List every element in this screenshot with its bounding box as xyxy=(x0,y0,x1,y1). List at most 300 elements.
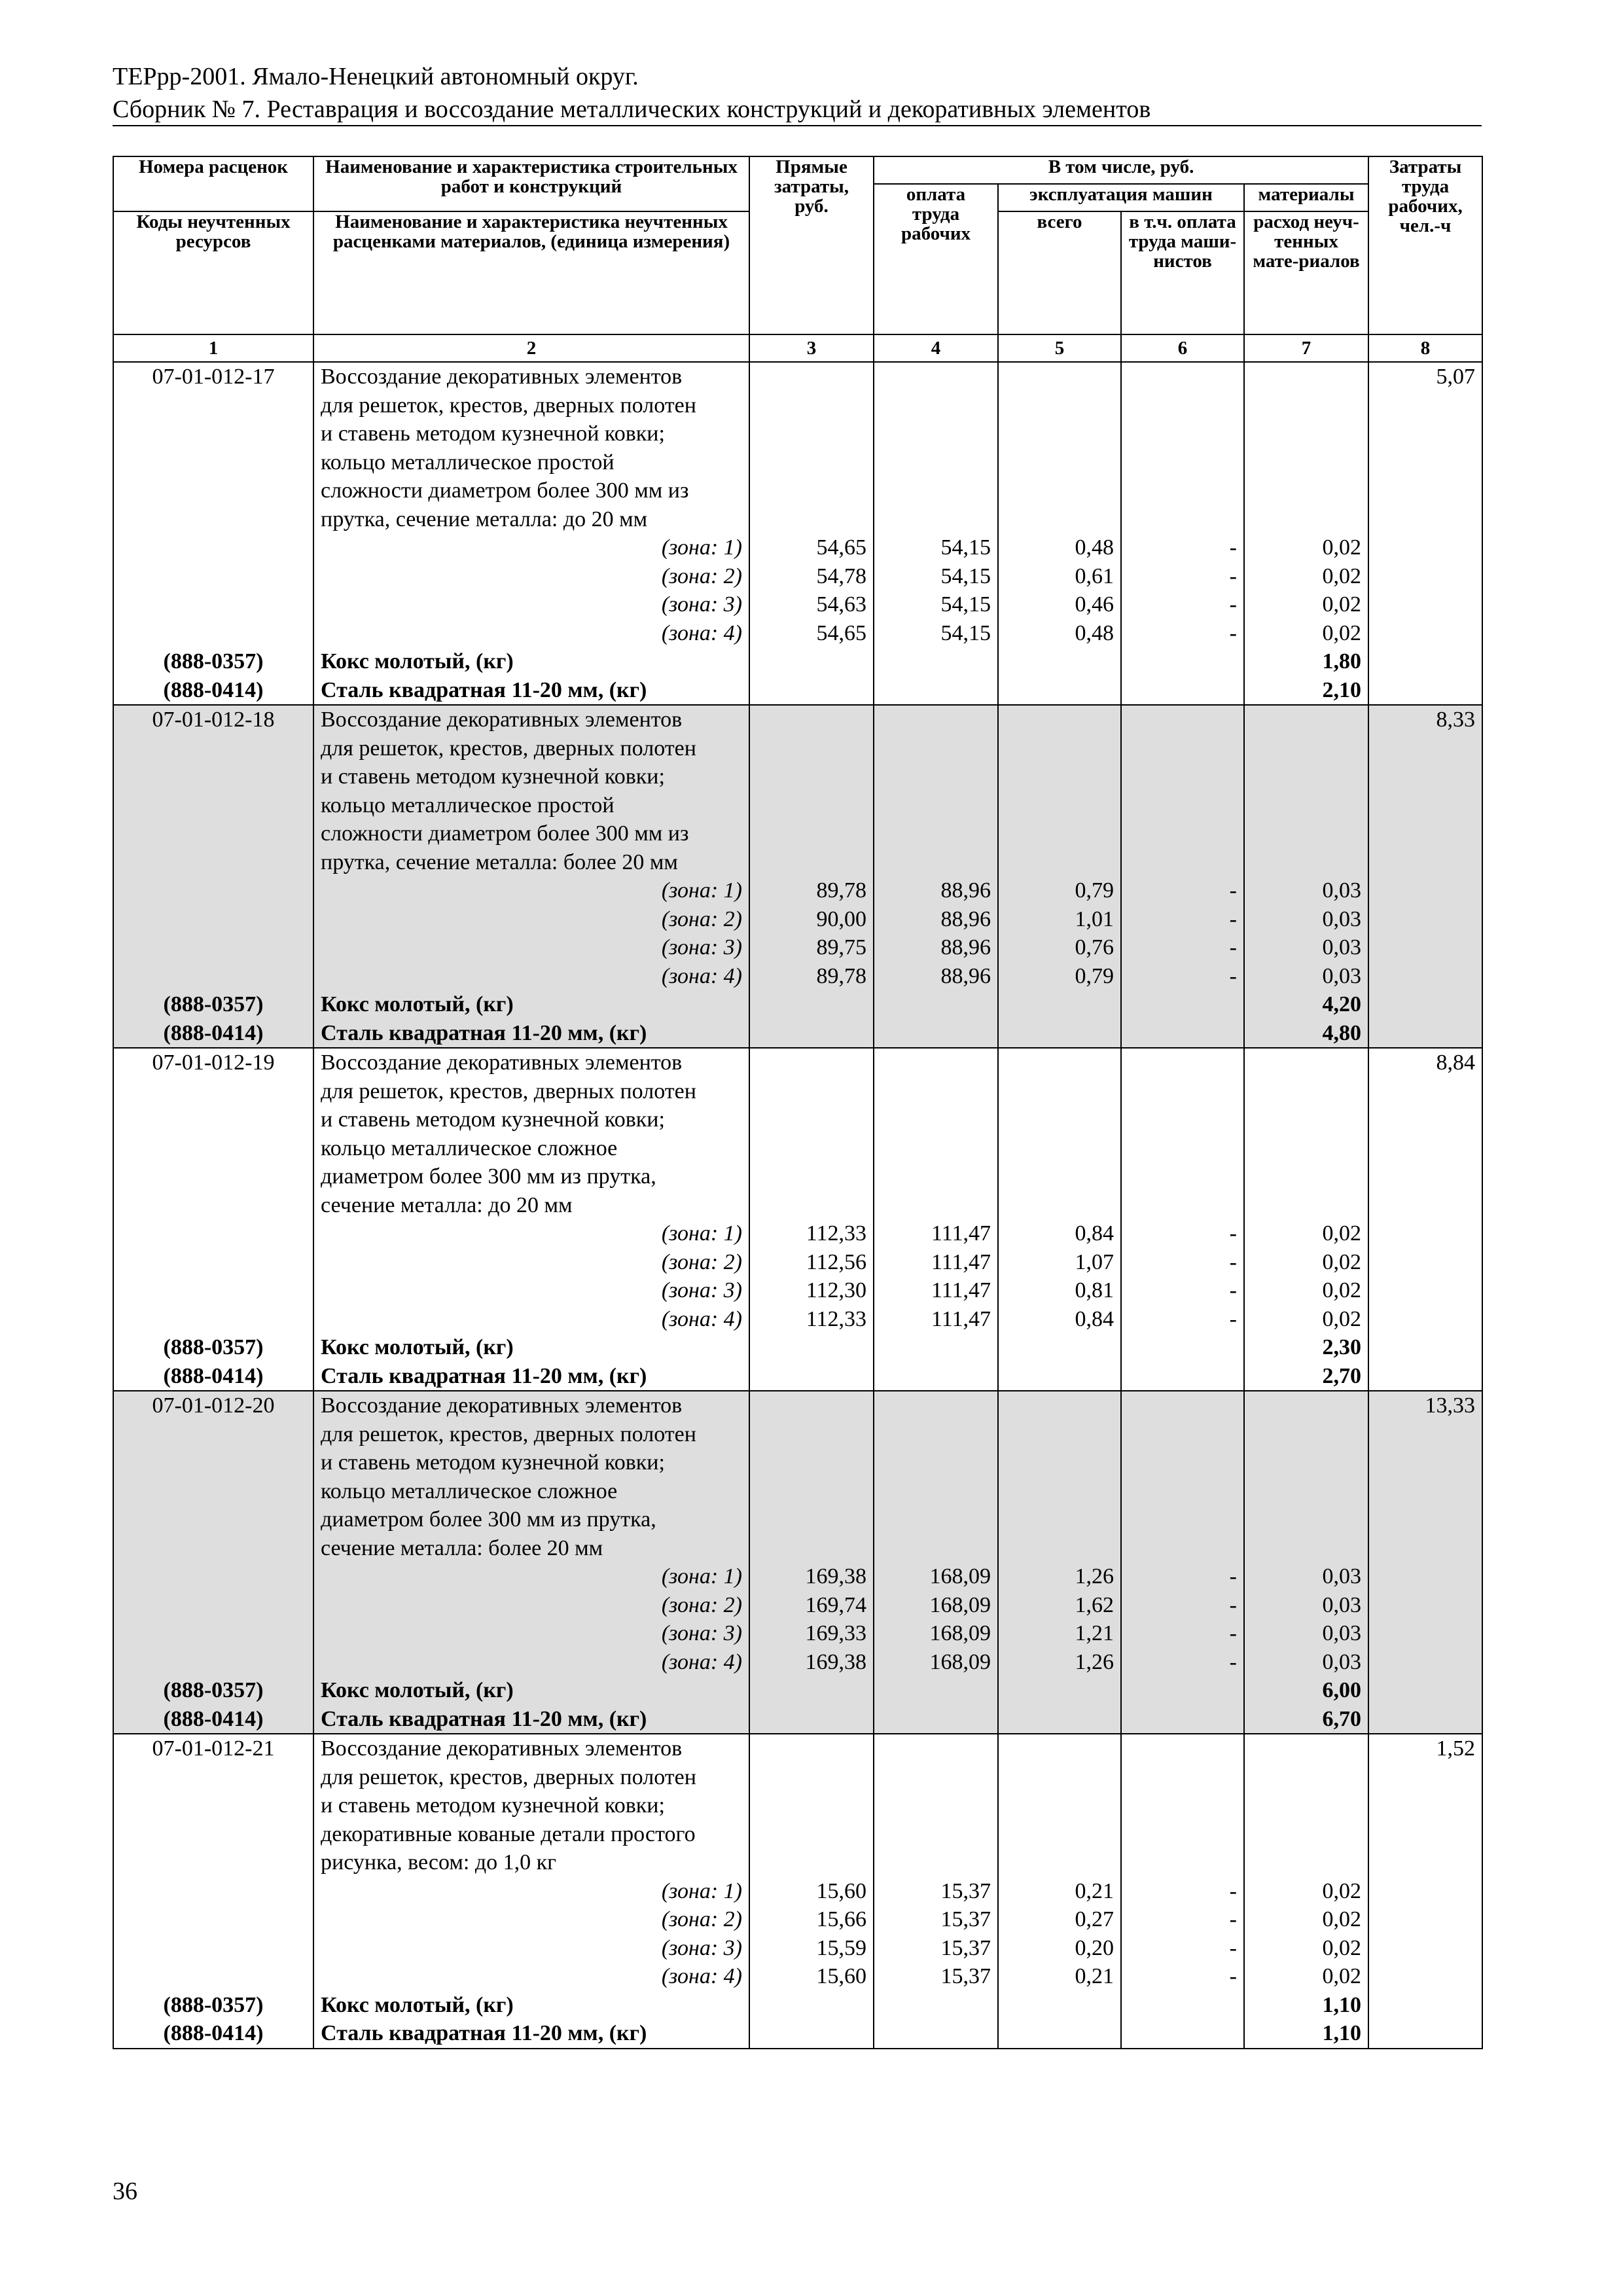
workers-pay: 111,47 xyxy=(874,1305,998,1334)
workers-pay: 111,47 xyxy=(874,1276,998,1305)
empty-cell xyxy=(874,705,998,876)
direct-cost: 90,00 xyxy=(749,905,874,934)
empty-cell xyxy=(113,905,313,934)
zone-row xyxy=(113,1648,1482,1677)
rate-header-row xyxy=(113,1734,1482,1877)
materials-header: материалы xyxy=(1244,184,1368,211)
description-line: и ставень методом кузнечной ковки; xyxy=(321,1793,665,1818)
description-line: Воссоздание декоративных элементов xyxy=(321,1736,683,1761)
machinists-pay: - xyxy=(1121,1591,1244,1620)
zone-row xyxy=(113,1962,1482,1991)
machinists-pay: - xyxy=(1121,962,1244,991)
empty-cell xyxy=(874,990,998,1019)
empty-cell xyxy=(1368,1962,1482,1991)
resource-code: (888-0414) xyxy=(113,1019,313,1049)
materials-cost: 0,02 xyxy=(1244,1248,1368,1277)
empty-cell xyxy=(1368,876,1482,905)
description-line: сечение металла: до 20 мм xyxy=(321,1193,573,1217)
materials-cost: 0,03 xyxy=(1244,1591,1368,1620)
resource-name: Кокс молотый, (кг) xyxy=(313,647,749,676)
rate-description xyxy=(313,1734,749,1877)
col-number: 4 xyxy=(874,334,998,362)
empty-cell xyxy=(749,676,874,706)
document-title: ТЕРрр-2001. Ямало-Ненецкий автономный округ. xyxy=(113,63,639,90)
empty-cell xyxy=(874,1705,998,1734)
empty-cell xyxy=(874,1991,998,2020)
zone-row xyxy=(113,1877,1482,1906)
incl-header: В том числе, руб. xyxy=(874,156,1368,184)
page-number: 36 xyxy=(113,2178,137,2205)
zone-row xyxy=(113,1905,1482,1934)
empty-cell xyxy=(113,1934,313,1963)
direct-cost: 169,74 xyxy=(749,1591,874,1620)
zone-row xyxy=(113,1562,1482,1591)
empty-cell xyxy=(1368,562,1482,591)
col-number: 3 xyxy=(749,334,874,362)
zone-row xyxy=(113,1591,1482,1620)
empty-cell xyxy=(749,1676,874,1705)
direct-cost: 112,56 xyxy=(749,1248,874,1277)
description-line: кольцо металлическое сложное xyxy=(321,1136,618,1160)
machines-total: 0,21 xyxy=(998,1962,1121,1991)
rate-description xyxy=(313,1391,749,1562)
resource-quantity: 6,00 xyxy=(1244,1676,1368,1705)
workers-pay: 168,09 xyxy=(874,1591,998,1620)
empty-cell xyxy=(874,1048,998,1219)
col4-header: оплата труда рабочих xyxy=(874,184,998,334)
col5-header: всего xyxy=(998,211,1121,334)
rate-header-row xyxy=(113,1391,1482,1562)
machines-total: 1,26 xyxy=(998,1562,1121,1591)
description-line: Воссоздание декоративных элементов xyxy=(321,708,683,732)
empty-cell xyxy=(998,647,1121,676)
empty-cell xyxy=(1368,1991,1482,2020)
workers-pay: 54,15 xyxy=(874,533,998,562)
zone-label: (зона: 1) xyxy=(313,1562,749,1591)
labor-hours: 8,84 xyxy=(1368,1048,1482,1219)
empty-cell xyxy=(749,1333,874,1362)
zone-label: (зона: 4) xyxy=(313,1962,749,1991)
col-number: 8 xyxy=(1368,334,1482,362)
machines-header: эксплуатация машин xyxy=(998,184,1244,211)
zone-label: (зона: 3) xyxy=(313,1934,749,1963)
empty-cell xyxy=(1368,1934,1482,1963)
col-number: 1 xyxy=(113,334,313,362)
zone-row xyxy=(113,1934,1482,1963)
empty-cell xyxy=(1368,1619,1482,1648)
empty-cell xyxy=(1368,1905,1482,1934)
zone-row xyxy=(113,1219,1482,1248)
empty-cell xyxy=(1368,2019,1482,2049)
machines-total: 1,26 xyxy=(998,1648,1121,1677)
empty-cell xyxy=(874,1676,998,1705)
machinists-pay: - xyxy=(1121,1905,1244,1934)
direct-cost: 15,60 xyxy=(749,1962,874,1991)
empty-cell xyxy=(113,1591,313,1620)
resource-code: (888-0357) xyxy=(113,1333,313,1362)
empty-cell xyxy=(1244,1391,1368,1562)
empty-cell xyxy=(1368,1019,1482,1049)
description-line: прутка, сечение металла: до 20 мм xyxy=(321,507,648,531)
workers-pay: 54,15 xyxy=(874,562,998,591)
empty-cell xyxy=(1368,1648,1482,1677)
empty-cell xyxy=(874,676,998,706)
workers-pay: 15,37 xyxy=(874,1877,998,1906)
resource-name: Сталь квадратная 11-20 мм, (кг) xyxy=(313,676,749,706)
materials-cost: 0,03 xyxy=(1244,1619,1368,1648)
zone-label: (зона: 1) xyxy=(313,533,749,562)
description-line: сложности диаметром более 300 мм из xyxy=(321,821,689,846)
empty-cell xyxy=(1368,1333,1482,1362)
empty-cell xyxy=(1368,1591,1482,1620)
description-line: Воссоздание декоративных элементов xyxy=(321,365,683,389)
description-line: для решеток, крестов, дверных полотен xyxy=(321,1765,696,1789)
machinists-pay: - xyxy=(1121,1276,1244,1305)
workers-pay: 88,96 xyxy=(874,962,998,991)
rate-header-row xyxy=(113,705,1482,876)
zone-label: (зона: 1) xyxy=(313,876,749,905)
empty-cell xyxy=(1121,1705,1244,1734)
resource-name: Сталь квадратная 11-20 мм, (кг) xyxy=(313,1362,749,1391)
resource-row xyxy=(113,1676,1482,1705)
resource-row xyxy=(113,676,1482,706)
resource-name: Кокс молотый, (кг) xyxy=(313,990,749,1019)
empty-cell xyxy=(1368,962,1482,991)
description-line: и ставень методом кузнечной ковки; xyxy=(321,1450,665,1475)
empty-cell xyxy=(1121,1362,1244,1391)
empty-cell xyxy=(1244,1048,1368,1219)
empty-cell xyxy=(1368,1705,1482,1734)
machinists-pay: - xyxy=(1121,562,1244,591)
empty-cell xyxy=(1244,1734,1368,1877)
zone-row xyxy=(113,1619,1482,1648)
empty-cell xyxy=(874,2019,998,2049)
machines-total: 0,20 xyxy=(998,1934,1121,1963)
zone-label: (зона: 3) xyxy=(313,1619,749,1648)
workers-pay: 88,96 xyxy=(874,933,998,962)
machinists-pay: - xyxy=(1121,1219,1244,1248)
machines-total: 0,48 xyxy=(998,533,1121,562)
empty-cell xyxy=(113,1219,313,1248)
empty-cell xyxy=(998,1048,1121,1219)
empty-cell xyxy=(749,1705,874,1734)
resource-name: Сталь квадратная 11-20 мм, (кг) xyxy=(313,2019,749,2049)
labor-hours: 8,33 xyxy=(1368,705,1482,876)
rate-description xyxy=(313,705,749,876)
workers-pay: 88,96 xyxy=(874,905,998,934)
resource-row xyxy=(113,1991,1482,2020)
machinists-pay: - xyxy=(1121,1248,1244,1277)
empty-cell xyxy=(113,1276,313,1305)
resource-quantity: 1,10 xyxy=(1244,2019,1368,2049)
resource-code: (888-0414) xyxy=(113,1362,313,1391)
empty-cell xyxy=(113,619,313,648)
machines-total: 0,61 xyxy=(998,562,1121,591)
empty-cell xyxy=(113,1305,313,1334)
resource-name: Сталь квадратная 11-20 мм, (кг) xyxy=(313,1705,749,1734)
empty-cell xyxy=(1368,533,1482,562)
empty-cell xyxy=(1121,705,1244,876)
materials-cost: 0,02 xyxy=(1244,533,1368,562)
empty-cell xyxy=(874,1734,998,1877)
zone-label: (зона: 4) xyxy=(313,962,749,991)
direct-cost: 169,33 xyxy=(749,1619,874,1648)
resource-quantity: 2,70 xyxy=(1244,1362,1368,1391)
zone-label: (зона: 2) xyxy=(313,905,749,934)
empty-cell xyxy=(1368,1676,1482,1705)
materials-cost: 0,02 xyxy=(1244,1934,1368,1963)
description-line: и ставень методом кузнечной ковки; xyxy=(321,422,665,446)
resource-row xyxy=(113,990,1482,1019)
resource-quantity: 2,10 xyxy=(1244,676,1368,706)
workers-pay: 111,47 xyxy=(874,1219,998,1248)
empty-cell xyxy=(113,1905,313,1934)
zone-row xyxy=(113,876,1482,905)
direct-cost: 112,33 xyxy=(749,1219,874,1248)
empty-cell xyxy=(1121,1991,1244,2020)
col2-bottom-header: Наименование и характеристика неучтенных расценками материалов, (единица измерения) xyxy=(313,211,749,334)
table-body xyxy=(113,362,1482,2049)
empty-cell xyxy=(874,1391,998,1562)
empty-cell xyxy=(749,2019,874,2049)
rate-description xyxy=(313,362,749,533)
description-line: для решеток, крестов, дверных полотен xyxy=(321,1422,696,1446)
col7-header: расход неуч-тенных мате-риалов xyxy=(1244,211,1368,334)
resource-name: Кокс молотый, (кг) xyxy=(313,1676,749,1705)
empty-cell xyxy=(749,362,874,533)
empty-cell xyxy=(1244,705,1368,876)
resource-row xyxy=(113,1333,1482,1362)
workers-pay: 168,09 xyxy=(874,1562,998,1591)
materials-cost: 0,03 xyxy=(1244,962,1368,991)
zone-label: (зона: 4) xyxy=(313,1648,749,1677)
description-line: сечение металла: более 20 мм xyxy=(321,1535,603,1560)
col1-top-header: Номера расценок xyxy=(113,156,313,211)
empty-cell xyxy=(749,1991,874,2020)
zone-row xyxy=(113,619,1482,648)
labor-hours: 5,07 xyxy=(1368,362,1482,533)
zone-label: (зона: 4) xyxy=(313,1305,749,1334)
materials-cost: 0,03 xyxy=(1244,1648,1368,1677)
empty-cell xyxy=(874,1333,998,1362)
empty-cell xyxy=(998,1676,1121,1705)
materials-cost: 0,02 xyxy=(1244,1219,1368,1248)
empty-cell xyxy=(1121,1676,1244,1705)
resource-code: (888-0357) xyxy=(113,990,313,1019)
resource-code: (888-0357) xyxy=(113,647,313,676)
resource-name: Кокс молотый, (кг) xyxy=(313,1991,749,2020)
empty-cell xyxy=(998,362,1121,533)
empty-cell xyxy=(998,990,1121,1019)
machinists-pay: - xyxy=(1121,933,1244,962)
rate-code: 07-01-012-20 xyxy=(113,1391,313,1562)
rate-code: 07-01-012-17 xyxy=(113,362,313,533)
empty-cell xyxy=(998,1333,1121,1362)
header-rule xyxy=(113,125,1482,126)
resource-quantity: 1,80 xyxy=(1244,647,1368,676)
workers-pay: 54,15 xyxy=(874,619,998,648)
materials-cost: 0,02 xyxy=(1244,1962,1368,1991)
workers-pay: 88,96 xyxy=(874,876,998,905)
empty-cell xyxy=(1121,990,1244,1019)
direct-cost: 112,33 xyxy=(749,1305,874,1334)
resource-quantity: 2,30 xyxy=(1244,1333,1368,1362)
empty-cell xyxy=(113,1877,313,1906)
description-line: декоративные кованые детали простого xyxy=(321,1821,696,1846)
direct-cost: 54,63 xyxy=(749,590,874,619)
zone-label: (зона: 1) xyxy=(313,1219,749,1248)
empty-cell xyxy=(1368,1276,1482,1305)
zone-row xyxy=(113,533,1482,562)
empty-cell xyxy=(1121,1734,1244,1877)
empty-cell xyxy=(1368,1877,1482,1906)
empty-cell xyxy=(1368,676,1482,706)
materials-cost: 0,02 xyxy=(1244,1276,1368,1305)
machines-total: 0,81 xyxy=(998,1276,1121,1305)
materials-cost: 0,02 xyxy=(1244,1905,1368,1934)
workers-pay: 168,09 xyxy=(874,1619,998,1648)
empty-cell xyxy=(749,705,874,876)
zone-row xyxy=(113,962,1482,991)
resource-code: (888-0414) xyxy=(113,2019,313,2049)
empty-cell xyxy=(113,1648,313,1677)
empty-cell xyxy=(1368,647,1482,676)
rate-description xyxy=(313,1048,749,1219)
col8-header: Затраты труда рабочих, чел.-ч xyxy=(1368,156,1482,334)
col-number: 2 xyxy=(313,334,749,362)
workers-pay: 15,37 xyxy=(874,1905,998,1934)
machines-total: 1,62 xyxy=(998,1591,1121,1620)
empty-cell xyxy=(113,1962,313,1991)
direct-cost: 15,60 xyxy=(749,1877,874,1906)
machines-total: 1,01 xyxy=(998,905,1121,934)
empty-cell xyxy=(1121,676,1244,706)
materials-cost: 0,02 xyxy=(1244,590,1368,619)
workers-pay: 54,15 xyxy=(874,590,998,619)
workers-pay: 15,37 xyxy=(874,1934,998,1963)
machines-total: 0,46 xyxy=(998,590,1121,619)
empty-cell xyxy=(113,1562,313,1591)
workers-pay: 168,09 xyxy=(874,1648,998,1677)
empty-cell xyxy=(998,1019,1121,1049)
empty-cell xyxy=(1121,362,1244,533)
description-line: кольцо металлическое простой xyxy=(321,450,615,475)
description-line: для решеток, крестов, дверных полотен xyxy=(321,1079,696,1103)
resource-name: Сталь квадратная 11-20 мм, (кг) xyxy=(313,1019,749,1049)
zone-row xyxy=(113,1276,1482,1305)
machines-total: 1,07 xyxy=(998,1248,1121,1277)
materials-cost: 0,03 xyxy=(1244,1562,1368,1591)
description-line: Воссоздание декоративных элементов xyxy=(321,1050,683,1075)
resource-name: Кокс молотый, (кг) xyxy=(313,1333,749,1362)
empty-cell xyxy=(1368,1362,1482,1391)
empty-cell xyxy=(1368,1562,1482,1591)
resource-quantity: 6,70 xyxy=(1244,1705,1368,1734)
description-line: для решеток, крестов, дверных полотен xyxy=(321,393,696,418)
direct-cost: 54,78 xyxy=(749,562,874,591)
rate-code: 07-01-012-21 xyxy=(113,1734,313,1877)
empty-cell xyxy=(749,647,874,676)
rate-code: 07-01-012-19 xyxy=(113,1048,313,1219)
empty-cell xyxy=(998,2019,1121,2049)
materials-cost: 0,02 xyxy=(1244,1877,1368,1906)
machinists-pay: - xyxy=(1121,1619,1244,1648)
rates-table xyxy=(113,156,1483,2049)
empty-cell xyxy=(113,1248,313,1277)
col-number: 5 xyxy=(998,334,1121,362)
zone-label: (зона: 2) xyxy=(313,1591,749,1620)
col-number: 6 xyxy=(1121,334,1244,362)
materials-cost: 0,03 xyxy=(1244,905,1368,934)
empty-cell xyxy=(998,1734,1121,1877)
document-subtitle: Сборник № 7. Реставрация и воссоздание металлических конструкций и декоративных элементов xyxy=(113,96,1151,123)
empty-cell xyxy=(998,676,1121,706)
direct-cost: 169,38 xyxy=(749,1562,874,1591)
machines-total: 1,21 xyxy=(998,1619,1121,1648)
description-line: диаметром более 300 мм из прутка, xyxy=(321,1164,656,1189)
empty-cell xyxy=(998,1705,1121,1734)
machines-total: 0,76 xyxy=(998,933,1121,962)
resource-code: (888-0357) xyxy=(113,1676,313,1705)
machinists-pay: - xyxy=(1121,1562,1244,1591)
empty-cell xyxy=(113,933,313,962)
labor-hours: 13,33 xyxy=(1368,1391,1482,1562)
zone-label: (зона: 3) xyxy=(313,933,749,962)
direct-cost: 89,78 xyxy=(749,876,874,905)
empty-cell xyxy=(1368,990,1482,1019)
machinists-pay: - xyxy=(1121,590,1244,619)
empty-cell xyxy=(1244,362,1368,533)
zone-row xyxy=(113,590,1482,619)
zone-label: (зона: 2) xyxy=(313,1248,749,1277)
description-line: рисунка, весом: до 1,0 кг xyxy=(321,1850,557,1874)
machinists-pay: - xyxy=(1121,876,1244,905)
empty-cell xyxy=(113,590,313,619)
resource-quantity: 1,10 xyxy=(1244,1991,1368,2020)
zone-label: (зона: 1) xyxy=(313,1877,749,1906)
empty-cell xyxy=(1121,1333,1244,1362)
machines-total: 0,27 xyxy=(998,1905,1121,1934)
col3-header: Прямые затраты, руб. xyxy=(749,156,874,334)
empty-cell xyxy=(1368,905,1482,934)
resource-code: (888-0414) xyxy=(113,1705,313,1734)
empty-cell xyxy=(113,1619,313,1648)
machinists-pay: - xyxy=(1121,1305,1244,1334)
description-line: сложности диаметром более 300 мм из xyxy=(321,478,689,503)
direct-cost: 169,38 xyxy=(749,1648,874,1677)
direct-cost: 89,75 xyxy=(749,933,874,962)
description-line: прутка, сечение металла: более 20 мм xyxy=(321,850,678,874)
rate-code: 07-01-012-18 xyxy=(113,705,313,876)
materials-cost: 0,02 xyxy=(1244,562,1368,591)
empty-cell xyxy=(749,1734,874,1877)
empty-cell xyxy=(998,1991,1121,2020)
empty-cell xyxy=(1121,1391,1244,1562)
description-line: Воссоздание декоративных элементов xyxy=(321,1393,683,1418)
machinists-pay: - xyxy=(1121,1962,1244,1991)
empty-cell xyxy=(113,962,313,991)
empty-cell xyxy=(749,1391,874,1562)
direct-cost: 15,66 xyxy=(749,1905,874,1934)
machines-total: 0,79 xyxy=(998,876,1121,905)
direct-cost: 15,59 xyxy=(749,1934,874,1963)
machines-total: 0,84 xyxy=(998,1219,1121,1248)
resource-row xyxy=(113,1019,1482,1049)
machinists-pay: - xyxy=(1121,619,1244,648)
empty-cell xyxy=(749,1019,874,1049)
workers-pay: 15,37 xyxy=(874,1962,998,1991)
zone-label: (зона: 2) xyxy=(313,562,749,591)
